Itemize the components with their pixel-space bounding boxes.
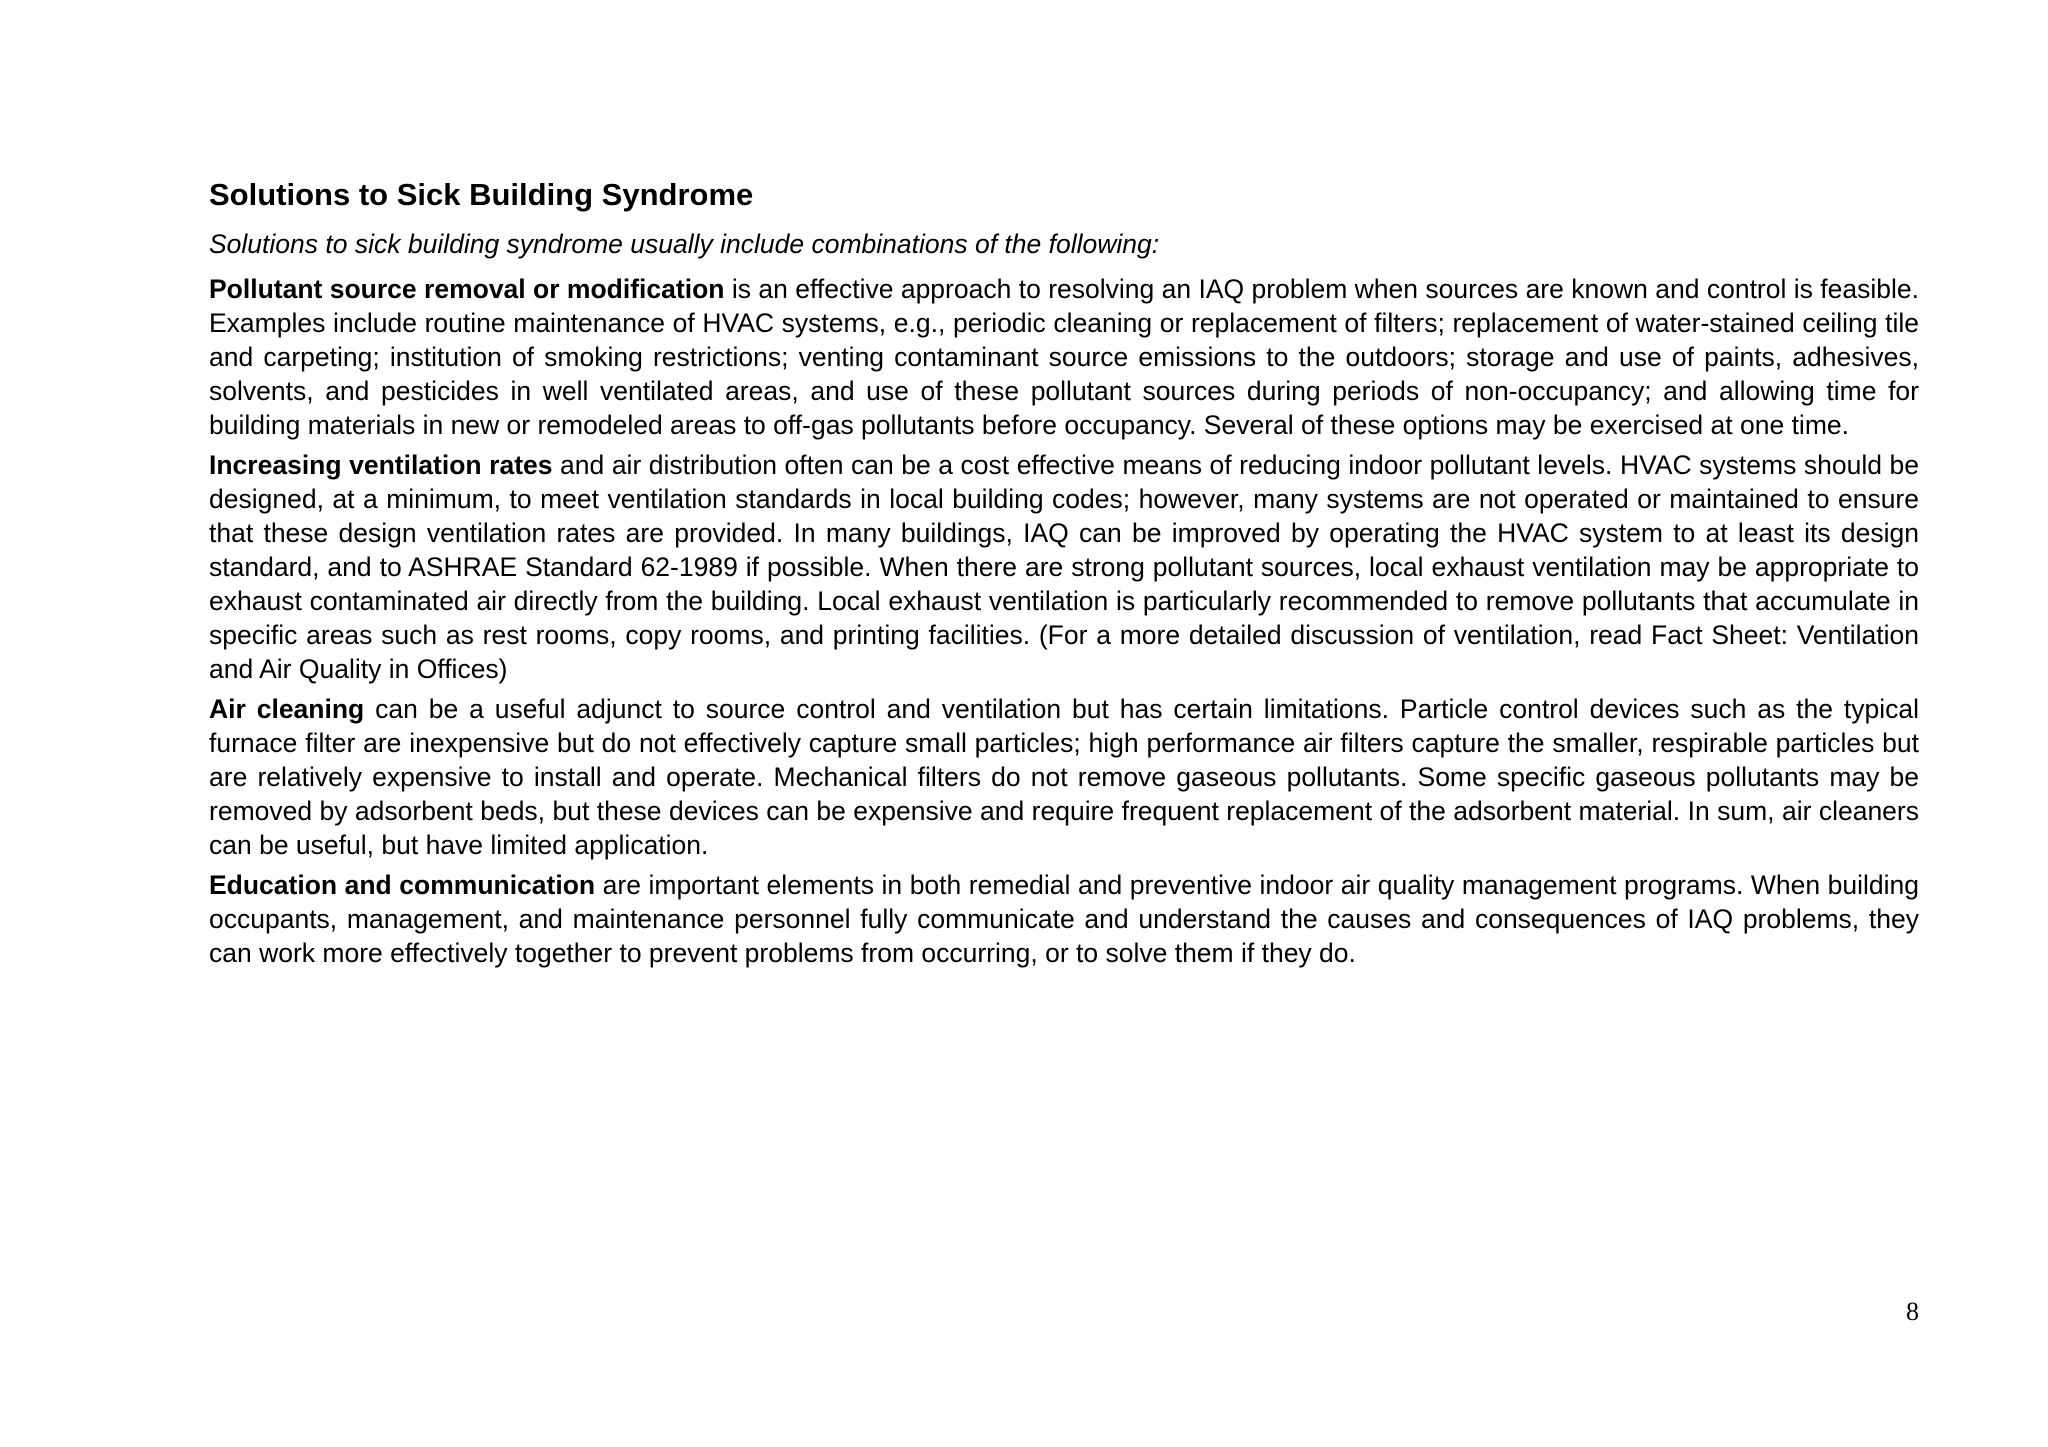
paragraph-text: and air distribution often can be a cost effective means of reducing indoor pollutant levels. HVAC systems should be designed, at a minimum, to meet ventilation standards in local building codes; however, many systems are not operated or maintained to ensure that these design ventilation rates are provided. In many buildings, IAQ can be improved by operating the HVAC system to at least its design standard, and to ASHRAE Standard 62-1989 if possible. When there are strong pollutant sources, local exhaust ventilation may be appropriate to exhaust contaminated air directly from the building. Local exhaust ventilation is particularly recommended to remove pollutants that accumulate in specific areas such as rest rooms, copy rooms, and printing facilities. (For a more detailed discussion of ventilation, read Fact Sheet: Ventilation and Air Quality in Offices) — [209, 450, 1919, 684]
paragraph-text: can be a useful adjunct to source control and ventilation but has certain limitations. Particle control devices such as the typical furnace filter are inexpensive but do not effectively capture small particles; high performance air filters capture the smaller, respirable particles but are relatively expensive to install and operate. Mechanical filters do not remove gaseous pollutants. Some specific gaseous pollutants may be removed by adsorbent beds, but these devices can be expensive and require frequent replacement of the adsorbent material. In sum, air cleaners can be useful, but have limited application. — [209, 694, 1919, 860]
page-number: 8 — [1906, 1297, 1919, 1326]
section-heading: Solutions to Sick Building Syndrome — [209, 177, 754, 212]
paragraph-air-cleaning — [209, 692, 1919, 862]
paragraph-education — [209, 868, 1919, 970]
paragraph-ventilation — [209, 448, 1919, 686]
intro-text: Solutions to sick building syndrome usually include combinations of the following: — [209, 229, 1160, 259]
paragraph-text: are important elements in both remedial and preventive indoor air quality management programs. When building occupants, management, and maintenance personnel fully communicate and understand the causes and consequences of IAQ problems, they can work more effectively together to prevent problems from occurring, or to solve them if they do. — [209, 870, 1919, 968]
paragraph-lead: Pollutant source removal or modification — [209, 274, 725, 304]
paragraph-lead: Air cleaning — [209, 694, 365, 724]
document-body — [209, 170, 1919, 970]
paragraph-lead: Education and communication — [209, 870, 596, 900]
paragraph-text: is an effective approach to resolving an IAQ problem when sources are known and control is feasible. Examples include routine maintenance of HVAC systems, e.g., periodic cleaning or replacement of filters; replacement of water-stained ceiling tile and carpeting; institution of smoking restrictions; venting contaminant source emissions to the outdoors; storage and use of paints, adhesives, solvents, and pesticides in well ventilated areas, and use of these pollutant sources during periods of non-occupancy; and allowing time for building materials in new or remodeled areas to off-gas pollutants before occupancy. Several of these options may be exercised at one time. — [209, 274, 1919, 440]
paragraph-source-removal — [209, 272, 1919, 442]
paragraph-lead: Increasing ventilation rates — [209, 450, 553, 480]
